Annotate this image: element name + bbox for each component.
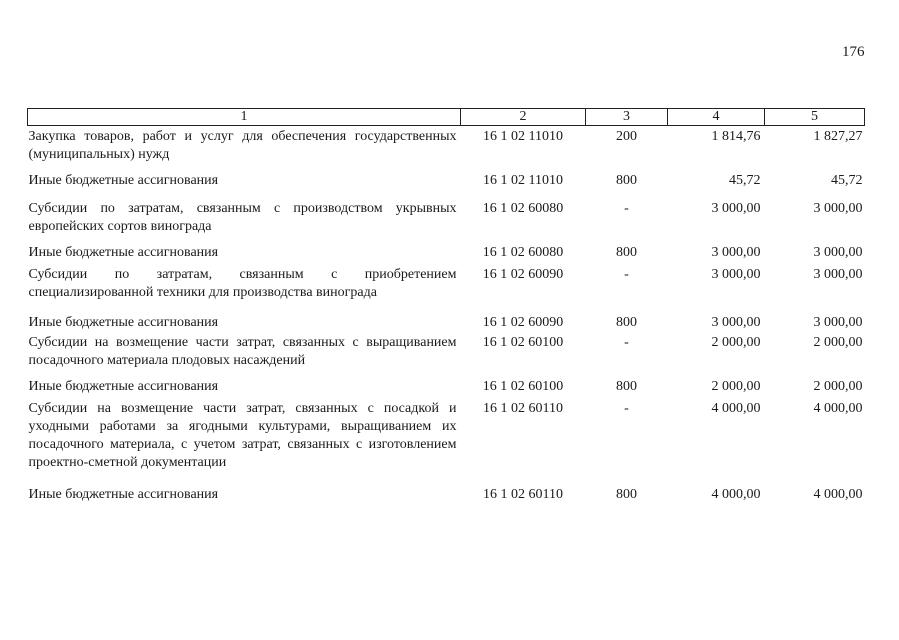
header-col-3: 3 xyxy=(586,109,668,126)
row-type: - xyxy=(624,400,629,416)
row-name: Иные бюджетные ассигнования xyxy=(28,486,219,502)
row-name: Иные бюджетные ассигнования xyxy=(28,314,219,330)
row-code: 16 1 02 60110 xyxy=(483,486,563,502)
row-type: - xyxy=(624,334,629,350)
row-code: 16 1 02 60090 xyxy=(482,314,564,330)
row-type: - xyxy=(624,266,629,282)
row-value-col5: 1 827,27 xyxy=(813,129,863,144)
header-row xyxy=(28,109,865,126)
table-row xyxy=(28,310,865,332)
row-name: Иные бюджетные ассигнования xyxy=(28,244,219,260)
table-row xyxy=(28,264,865,310)
row-name: Закупка товаров, работ и услуг для обеспечения государственных (муниципальных) нужд xyxy=(28,129,457,162)
row-name: Субсидии на возмещение части затрат, связанных с посадкой и уходными работами за ягодными культурами, выращиванием их посадочного материала, с учетом затрат, связанных с изготовлением проектно-сметной документации xyxy=(28,400,457,470)
row-type: 800 xyxy=(616,314,637,330)
row-code: 16 1 02 11010 xyxy=(483,129,563,144)
row-name: Субсидии по затратам, связанным с производством укрывных европейских сортов винограда xyxy=(28,200,457,234)
row-value-col5: 3 000,00 xyxy=(813,314,863,330)
table-row xyxy=(28,398,865,484)
row-type: - xyxy=(624,200,629,216)
header-col-2: 2 xyxy=(461,109,586,126)
row-value-col5: 3 000,00 xyxy=(813,200,863,216)
row-value-col4: 2 000,00 xyxy=(711,334,761,350)
row-code: 16 1 02 60100 xyxy=(482,378,564,394)
header-col-5: 5 xyxy=(765,109,865,126)
row-type: 800 xyxy=(616,244,637,260)
header-col-1: 1 xyxy=(28,109,461,126)
row-name: Субсидии по затратам, связанным с приобретением специализированной техники для производства винограда xyxy=(28,266,457,300)
table-body xyxy=(28,126,865,510)
table-row xyxy=(28,242,865,264)
row-value-col5: 2 000,00 xyxy=(813,334,863,350)
header-col-4: 4 xyxy=(668,109,765,126)
row-value-col4: 3 000,00 xyxy=(711,244,761,260)
row-code: 16 1 02 60080 xyxy=(482,200,564,216)
row-value-col5: 4 000,00 xyxy=(813,486,863,502)
row-type: 200 xyxy=(616,129,637,144)
row-name: Субсидии на возмещение части затрат, связанных с выращиванием посадочного материала плодовых насаждений xyxy=(28,334,457,368)
table-row xyxy=(28,170,865,196)
row-code: 16 1 02 60080 xyxy=(482,244,564,260)
row-name: Иные бюджетные ассигнования xyxy=(28,172,219,188)
table-row xyxy=(28,484,865,510)
row-value-col4: 2 000,00 xyxy=(711,378,761,394)
table-row xyxy=(28,332,865,376)
row-value-col5: 2 000,00 xyxy=(813,378,863,394)
row-type: 800 xyxy=(616,378,637,394)
row-value-col4: 3 000,00 xyxy=(711,200,761,216)
row-value-col4: 3 000,00 xyxy=(711,266,761,282)
page-number: 176 xyxy=(842,44,865,60)
row-value-col4: 4 000,00 xyxy=(711,486,761,502)
table-header xyxy=(28,109,865,126)
table-row xyxy=(28,196,865,242)
row-value-col5: 45,72 xyxy=(831,172,863,188)
budget-table xyxy=(27,108,865,510)
row-type: 800 xyxy=(616,486,637,502)
row-code: 16 1 02 60090 xyxy=(482,266,564,282)
row-value-col5: 3 000,00 xyxy=(813,244,863,260)
table-row xyxy=(28,376,865,398)
row-value-col5: 4 000,00 xyxy=(813,400,863,416)
row-type: 800 xyxy=(616,172,637,188)
row-value-col4: 45,72 xyxy=(729,172,761,188)
row-code: 16 1 02 11010 xyxy=(483,172,563,188)
table-row xyxy=(28,126,865,170)
row-value-col4: 4 000,00 xyxy=(711,400,761,416)
row-name: Иные бюджетные ассигнования xyxy=(28,378,219,394)
row-value-col5: 3 000,00 xyxy=(813,266,863,282)
row-code: 16 1 02 60100 xyxy=(482,334,564,350)
row-code: 16 1 02 60110 xyxy=(483,400,563,416)
row-value-col4: 1 814,76 xyxy=(711,129,761,144)
row-value-col4: 3 000,00 xyxy=(711,314,761,330)
